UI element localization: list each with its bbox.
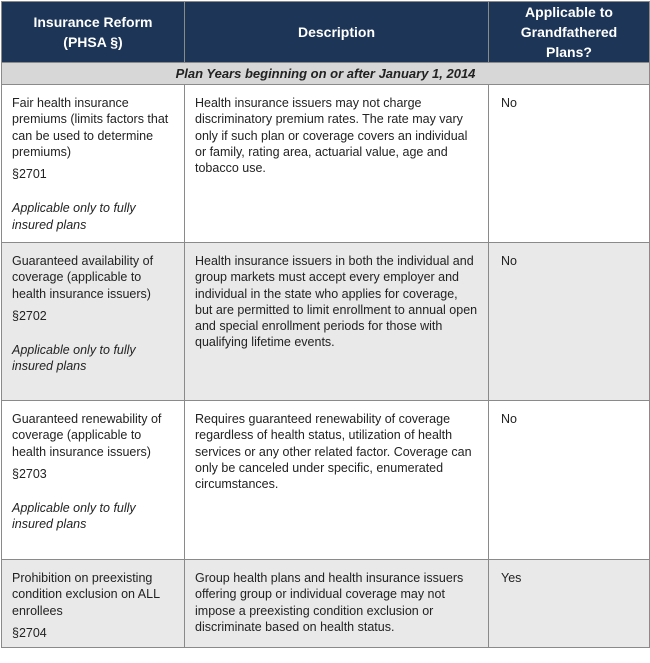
reform-cell <box>2 243 185 401</box>
description-cell: Health insurance issuers may not charge discriminatory premium rates. The rate may vary only if such plan or coverage covers an individual or family, rating area, actuarial value, age and tobacco use. <box>185 85 489 243</box>
header-insurance-reform <box>2 2 185 63</box>
header-applicable-line2: Grandfathered Plans? <box>520 24 618 60</box>
applicable-cell: Yes <box>489 560 650 648</box>
phsa-section: §2701 <box>12 167 47 182</box>
phsa-section: §2702 <box>12 308 47 323</box>
insurance-reform-table <box>1 1 650 648</box>
section-title: Plan Years beginning on or after January 1, 2014 <box>2 63 650 85</box>
applicable-cell: No <box>489 401 650 560</box>
reform-cell <box>2 85 185 243</box>
applicability-note: Applicable only to fully insured plans <box>12 343 136 374</box>
table-row <box>2 560 650 648</box>
description-cell: Group health plans and health insurance issuers offering group or individual coverage may not impose a preexisting condition exclusion or discriminate based on health status. <box>185 560 489 648</box>
applicability-note: Applicable only to fully insured plans <box>12 501 136 532</box>
table-row <box>2 243 650 401</box>
applicable-cell: No <box>489 85 650 243</box>
table-row <box>2 401 650 560</box>
reform-name: Guaranteed availability of coverage (applicable to health insurance issuers) <box>12 254 154 301</box>
header-reform-line1: Insurance Reform <box>33 14 153 30</box>
header-reform-line2: (PHSA §) <box>63 34 123 50</box>
phsa-section: §2703 <box>12 466 47 481</box>
description-cell: Requires guaranteed renewability of coverage regardless of health status, utilization of health services or any other related factor. Coverage can only be canceled under specific, enumerated circumstances. <box>185 401 489 560</box>
reform-name: Prohibition on preexisting condition exclusion on ALL enrollees <box>12 571 160 618</box>
reform-cell <box>2 401 185 560</box>
applicable-cell: No <box>489 243 650 401</box>
table-row <box>2 85 650 243</box>
applicability-note: Applicable only to fully insured plans <box>12 201 136 232</box>
reform-cell <box>2 560 185 648</box>
reform-name: Guaranteed renewability of coverage (applicable to health insurance issuers) <box>12 412 162 459</box>
header-applicable <box>489 2 650 63</box>
reform-name: Fair health insurance premiums (limits factors that can be used to determine premiums) <box>12 96 169 159</box>
section-row <box>2 63 650 85</box>
phsa-section: §2704 <box>12 625 47 640</box>
header-applicable-line1: Applicable to <box>525 4 613 20</box>
header-description: Description <box>185 2 489 63</box>
description-cell: Health insurance issuers in both the individual and group markets must accept every employer and individual in the state who applies for coverage, but are permitted to limit enrollment to annual open and special enrollment periods for those with qualifying lifetime events. <box>185 243 489 401</box>
header-row <box>2 2 650 63</box>
